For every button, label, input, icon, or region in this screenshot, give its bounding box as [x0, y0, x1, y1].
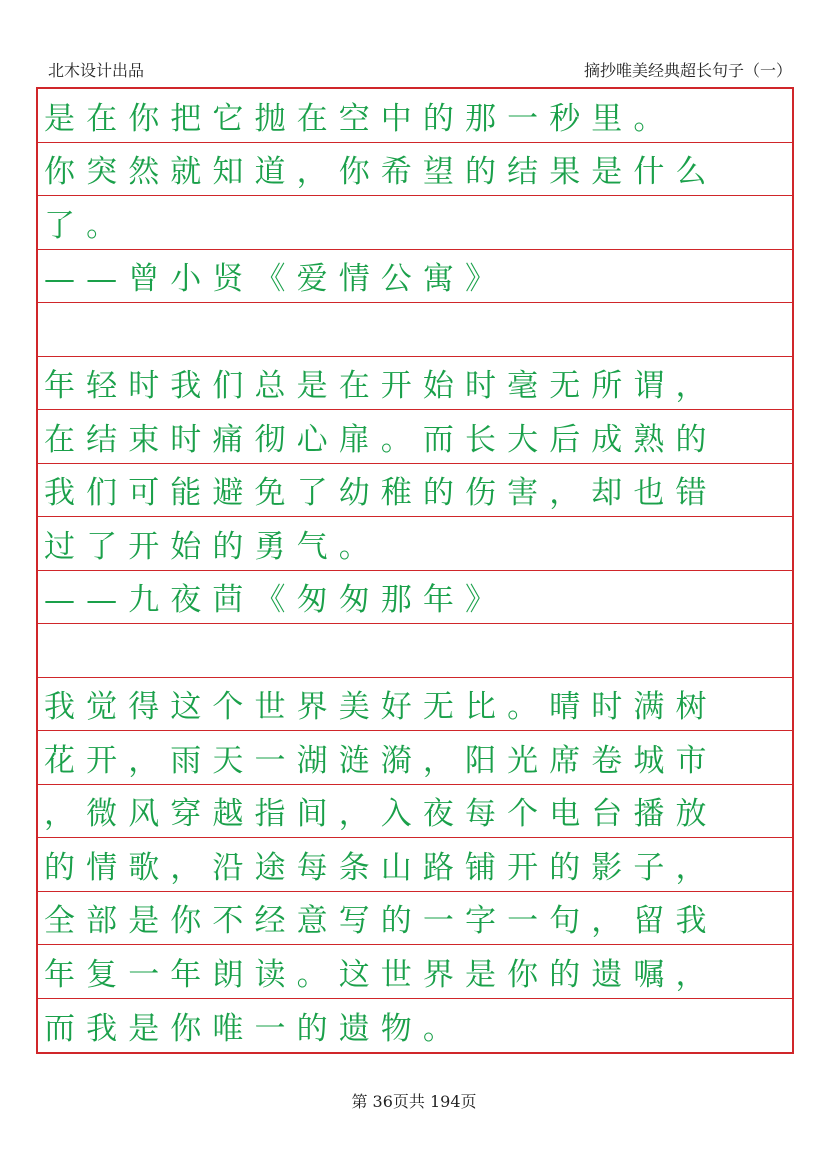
text-line: ，微风穿越指间，入夜每个电台播放 [38, 785, 792, 839]
text-line: 而我是你唯一的遗物。 [44, 1010, 465, 1047]
page-number: 第 36页共 194页 [351, 1092, 477, 1111]
text-line: 我们可能避免了幼稚的伤害，却也错 [38, 464, 792, 518]
text-line: 花开，雨天一湖涟漪，阳光席卷城市 [38, 731, 792, 785]
publisher-label: 北木设计出品 [48, 61, 145, 80]
text-line: 年轻时我们总是在开始时毫无所谓， [38, 357, 792, 411]
text-line: 全部是你不经意写的一字一句，留我 [38, 892, 792, 946]
text-line: 在结束时痛彻心扉。而长大后成熟的 [38, 410, 792, 464]
attribution-line: ——九夜茴《匆匆那年》 [38, 571, 792, 625]
text-line: 是在你把它抛在空中的那一秒里。 [38, 89, 792, 143]
text-line: 年复一年朗读。这世界是你的遗嘱， [38, 945, 792, 999]
text-line: 过了开始的勇气。 [38, 517, 792, 571]
text-line: 的情歌，沿途每条山路铺开的影子， [38, 838, 792, 892]
blank-line [38, 303, 792, 357]
text-line: 你突然就知道，你希望的结果是什么 [38, 143, 792, 197]
blank-line [38, 624, 792, 678]
copybook-grid [36, 87, 794, 1054]
text-line: 我觉得这个世界美好无比。晴时满树 [38, 678, 792, 732]
text-line: 了。 [38, 196, 792, 250]
document-title: 摘抄唯美经典超长句子（一） [583, 61, 792, 80]
attribution-line: ——曾小贤《爱情公寓》 [38, 250, 792, 304]
